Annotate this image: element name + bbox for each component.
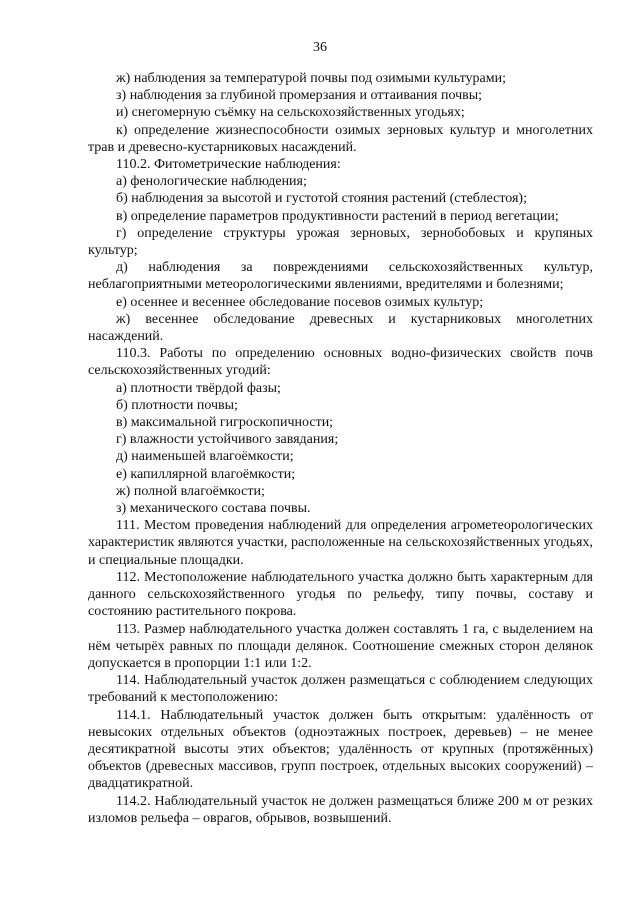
paragraph: к) определение жизнеспособности озимых зерновых культур и многолетних трав и древесно-кустарниковых насаждений. xyxy=(88,122,593,155)
paragraph: 113. Размер наблюдательного участка должен составлять 1 га, с выделением на нём четырёх равных по площади делянок. Соотношение смежных сторон делянок допускается в пропорции 1:1 или 1:2. xyxy=(88,621,593,671)
paragraph: 114.2. Наблюдательный участок не должен размещаться ближе 200 м от резких изломов рельефа – оврагов, обрывов, возвышений. xyxy=(88,793,593,826)
paragraph: в) определение параметров продуктивности растений в период вегетации; xyxy=(116,208,559,224)
paragraph: ж) весеннее обследование древесных и кустарниковых многолетних насаждений. xyxy=(88,311,593,345)
paragraph: б) наблюдения за высотой и густотой стояния растений (стеблестоя); xyxy=(116,191,527,207)
paragraph: в) максимальной гигроскопичности; xyxy=(116,415,334,431)
page-number: 36 xyxy=(313,40,327,55)
paragraph: а) фенологические наблюдения; xyxy=(116,174,307,190)
paragraph: б) плотности почвы; xyxy=(116,397,238,413)
paragraph: ж) полной влагоёмкости; xyxy=(116,483,265,499)
paragraph: 112. Местоположение наблюдательного участка должно быть характерным для данного сельскохозяйственного угодья по рельефу, типу почвы, составу и состоянию растительного покрова. xyxy=(88,569,593,620)
paragraph: 114.1. Наблюдательный участок должен быть открытым: удалённость от невысоких отдельных объектов (одноэтажных построек, деревьев) – не менее десятикратной высоты этих объектов; удалённость от крупных (протяжённых) объектов (древесных массивов, групп построек, отдельных высоких сооружений) – двадцатикратной. xyxy=(88,707,593,792)
paragraph: и) снегомерную съёмку на сельскохозяйственных угодьях; xyxy=(116,105,465,121)
paragraph: д) наблюдения за повреждениями сельскохозяйственных культур, неблагоприятными метеорологическими явлениями, вредителями и болезнями; xyxy=(88,260,593,293)
paragraph: е) капиллярной влагоёмкости; xyxy=(116,466,296,482)
paragraph: 110.2. Фитометрические наблюдения: xyxy=(116,157,341,173)
paragraph: д) наименьшей влагоёмкости; xyxy=(116,449,294,465)
paragraph: з) наблюдения за глубиной промерзания и оттаивания почвы; xyxy=(116,88,483,104)
paragraph: г) влажности устойчивого завядания; xyxy=(116,432,339,448)
paragraph: 111. Местом проведения наблюдений для определения агрометеорологических характеристик являются участки, расположенные на сельскохозяйственных угодьях, и специальные площадки. xyxy=(88,518,593,568)
paragraph: з) механического состава почвы. xyxy=(116,501,311,517)
document-body xyxy=(88,70,593,827)
paragraph: ж) наблюдения за температурой почвы под озимыми культурами; xyxy=(116,71,506,86)
paragraph: а) плотности твёрдой фазы; xyxy=(116,380,281,396)
paragraph: е) осеннее и весеннее обследование посевов озимых культур; xyxy=(116,294,484,310)
paragraph: г) определение структуры урожая зерновых, зернобобовых и крупяных культур; xyxy=(88,225,593,259)
paragraph: 114. Наблюдательный участок должен размещаться с соблюдением следующих требований к местоположению: xyxy=(88,673,593,706)
paragraph: 110.3. Работы по определению основных водно-физических свойств почв сельскохозяйственных угодий: xyxy=(88,346,593,379)
